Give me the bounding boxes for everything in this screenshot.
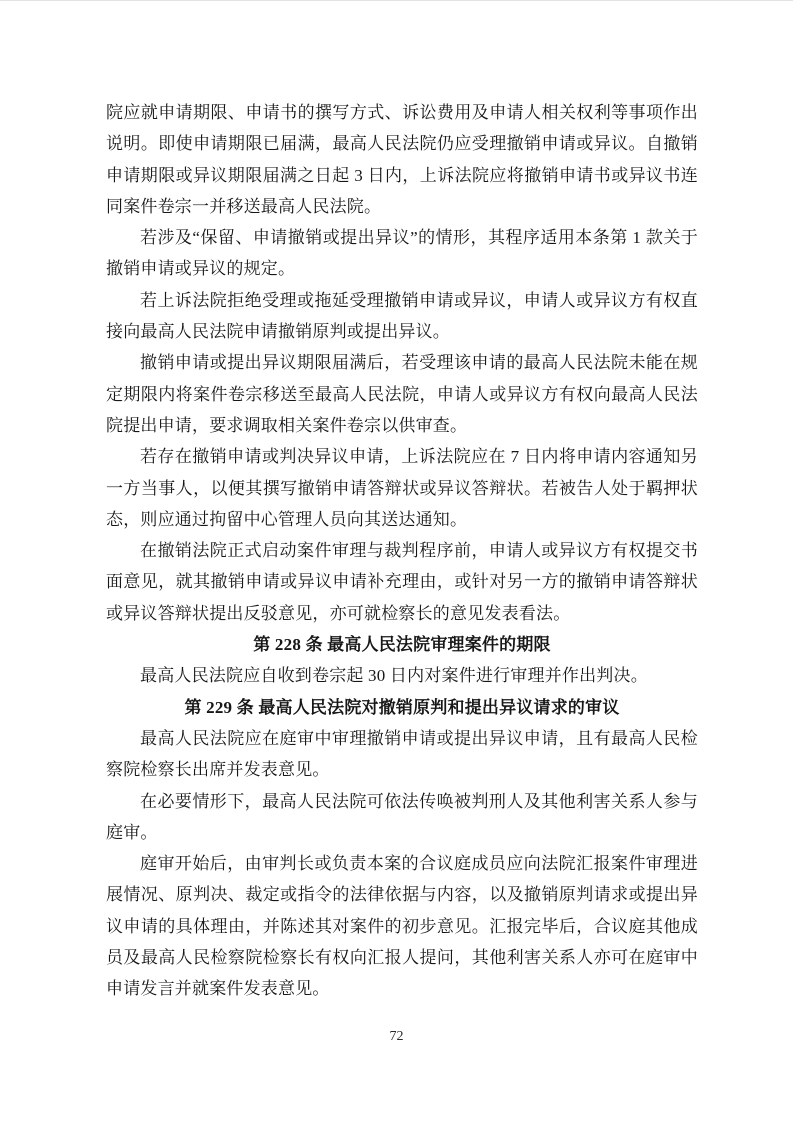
article-heading-228: 第 228 条 最高人民法院审理案件的期限 <box>253 635 551 655</box>
paragraph: 庭审开始后，由审判长或负责本案的合议庭成员应向法院汇报案件审理进展情况、原判决、裁定或指令的法律依据与内容，以及撤销原判请求或提出异议申请的具体理由，并陈述其对案件的初步意见。汇报完毕后，合议庭其他成员及最高人民检察院检察长有权向汇报人提问，其他利害关系人亦可在庭审中申请发言并就案件发表意见。 <box>106 854 698 999</box>
paragraph: 撤销申请或提出异议期限届满后，若受理该申请的最高人民法院未能在规定期限内将案件卷宗移送至最高人民法院，申请人或异议方有权向最高人民法院提出申请，要求调取相关案件卷宗以供审查。 <box>106 353 698 435</box>
article-heading-229: 第 229 条 最高人民法院对撤销原判和提出异议请求的审议 <box>184 697 620 717</box>
paragraph: 在撤销法院正式启动案件审理与裁判程序前，申请人或异议方有权提交书面意见，就其撤销申请或异议申请补充理由，或针对另一方的撤销申请答辩状或异议答辩状提出反驳意见，亦可就检察长的意见发表看法。 <box>106 541 698 623</box>
paragraph: 最高人民法院应在庭审中审理撤销申请或提出异议申请，且有最高人民检察院检察长出席并发表意见。 <box>106 728 698 780</box>
document-body <box>106 97 698 1005</box>
paragraph-continuation: 院应就申请期限、申请书的撰写方式、诉讼费用及申请人相关权利等事项作出说明。即使申请期限已届满，最高人民法院仍应受理撤销申请或异议。自撤销申请期限或异议期限届满之日起 3 日内，上诉法院应将撤销申请书或异议书连同案件卷宗一并移送最高人民法院。 <box>106 103 698 216</box>
paragraph: 若存在撤销申请或判决异议申请，上诉法院应在 7 日内将申请内容通知另一方当事人，以便其撰写撤销申请答辩状或异议答辩状。若被告人处于羁押状态，则应通过拘留中心管理人员向其送达通知。 <box>106 447 698 529</box>
page-number: 72 <box>389 1029 404 1044</box>
paragraph: 若涉及“保留、申请撤销或提出异议”的情形，其程序适用本条第 1 款关于撤销申请或异议的规定。 <box>106 228 698 279</box>
paragraph: 若上诉法院拒绝受理或拖延受理撤销申请或异议，申请人或异议方有权直接向最高人民法院申请撤销原判或提出异议。 <box>106 290 698 342</box>
paragraph: 在必要情形下，最高人民法院可依法传唤被判刑人及其他利害关系人参与庭审。 <box>106 791 698 842</box>
paragraph: 最高人民法院应自收到卷宗起 30 日内对案件进行审理并作出判决。 <box>140 666 648 686</box>
